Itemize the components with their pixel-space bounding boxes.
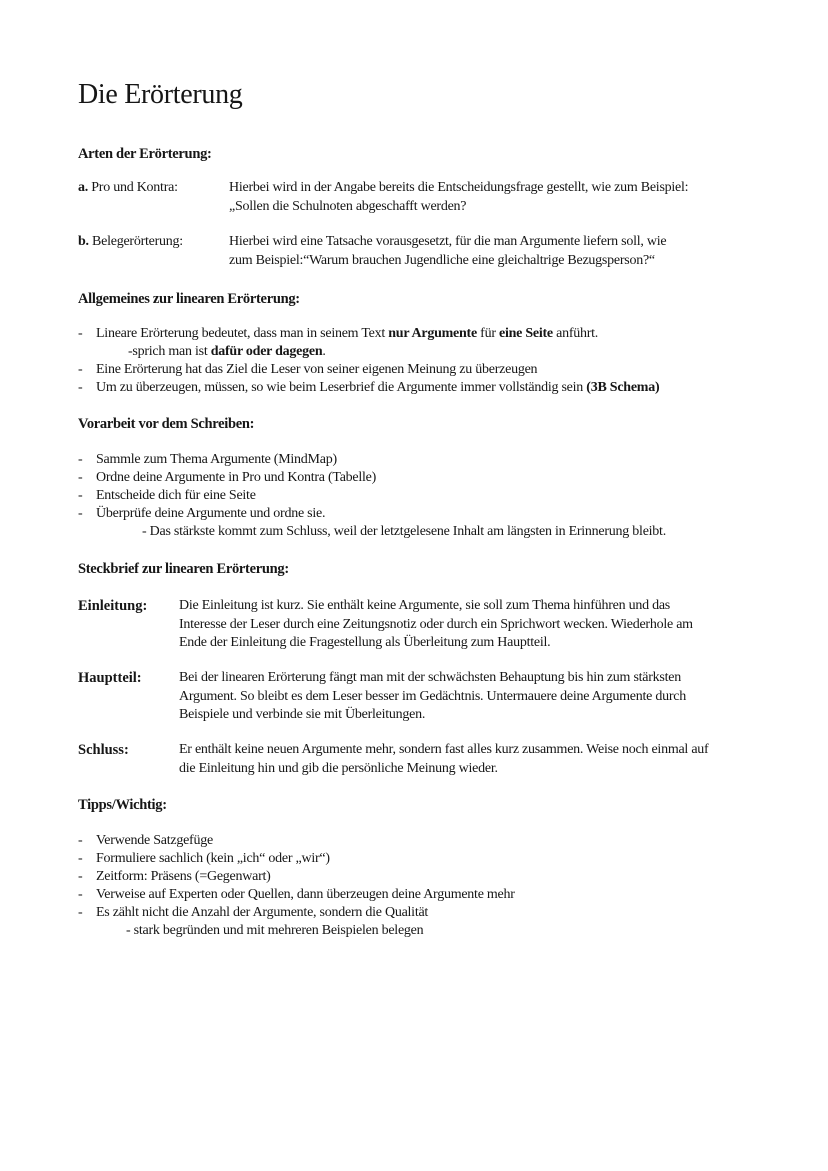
section-heading-allgemeines: Allgemeines zur linearen Erörterung: <box>78 291 300 307</box>
list-item <box>78 487 778 505</box>
list-subitem <box>128 343 326 361</box>
bullet-dash: - <box>78 488 83 503</box>
text-line: Er enthält keine neuen Argumente mehr, sondern fast alles kurz zusammen. Weise noch einmal auf <box>179 742 709 757</box>
list-item <box>78 850 778 868</box>
list-item <box>78 469 778 487</box>
arten-a-label-text: Pro und Kontra: <box>91 180 178 195</box>
list-item-text: Lineare Erörterung bedeutet, dass man in seinem Text <box>96 326 389 341</box>
arten-b-label-text: Belegerörterung: <box>92 234 183 249</box>
arten-a-marker: a. <box>78 180 88 195</box>
bullet-dash: - <box>78 326 83 341</box>
arten-a-label <box>78 179 178 198</box>
list-item-text: für <box>476 326 499 341</box>
bullet-dash: - <box>78 833 83 848</box>
arten-a-line2: „Sollen die Schulnoten abgeschafft werden? <box>229 199 467 214</box>
list-item <box>78 379 778 397</box>
page-title: Die Erörterung <box>78 79 243 110</box>
steckbrief-text-schluss <box>179 741 759 778</box>
list-item <box>78 451 778 469</box>
list-item-bold: nur Argumente <box>388 326 477 341</box>
list-item <box>78 505 778 523</box>
list-item-text: Verweise auf Experten oder Quellen, dann überzeugen deine Argumente mehr <box>96 887 515 902</box>
list-subitem-text: . <box>322 344 326 359</box>
bullet-dash: - <box>78 380 83 395</box>
list-item <box>78 361 778 379</box>
list-item-text: Zeitform: Präsens (=Gegenwart) <box>96 869 271 884</box>
text-line: Bei der linearen Erörterung fängt man mit der schwächsten Behauptung bis hin zum stärksten <box>179 670 681 685</box>
section-heading-vorarbeit: Vorarbeit vor dem Schreiben: <box>78 416 255 432</box>
list-item-text: Entscheide dich für eine Seite <box>96 488 256 503</box>
section-heading-arten: Arten der Erörterung: <box>78 146 212 162</box>
list-item-text: Überprüfe deine Argumente und ordne sie. <box>96 506 326 521</box>
list-item <box>78 325 778 343</box>
list-subitem: - stark begründen und mit mehreren Beispielen belegen <box>126 923 424 938</box>
section-heading-steckbrief: Steckbrief zur linearen Erörterung: <box>78 561 289 577</box>
list-subitem-bold: dafür oder dagegen <box>210 344 323 359</box>
text-line: Argument. So bleibt es dem Leser besser im Gedächtnis. Untermauere deine Argumente durch <box>179 688 686 704</box>
steckbrief-label-hauptteil: Hauptteil: <box>78 670 142 686</box>
bullet-dash: - <box>78 887 83 902</box>
list-item-text: Ordne deine Argumente in Pro und Kontra (Tabelle) <box>96 470 377 485</box>
bullet-dash: - <box>78 362 83 377</box>
list-item-bold: eine Seite <box>499 326 553 341</box>
text-line: Interesse der Leser durch eine Zeitungsnotiz oder durch ein Sprichwort wecken. Wiederhole am <box>179 616 693 632</box>
steckbrief-text-einleitung <box>179 597 759 653</box>
list-item <box>78 868 778 886</box>
bullet-dash: - <box>78 869 83 884</box>
list-item-text: Verwende Satzgefüge <box>96 833 213 848</box>
arten-b-marker: b. <box>78 234 89 249</box>
list-subitem-text: -sprich man ist <box>128 344 211 359</box>
arten-b-line1: Hierbei wird eine Tatsache vorausgesetzt, für die man Argumente liefern soll, wie <box>229 234 667 249</box>
text-line: die Einleitung hin und gib die persönliche Meinung wieder. <box>179 760 498 776</box>
bullet-dash: - <box>78 506 83 521</box>
list-item-text: anführt. <box>552 326 599 341</box>
arten-b-line2: zum Beispiel:“Warum brauchen Jugendliche eine gleichaltrige Bezugsperson?“ <box>229 253 655 268</box>
list-item-text: Es zählt nicht die Anzahl der Argumente, sondern die Qualität <box>96 905 429 920</box>
list-item <box>78 904 778 922</box>
list-item-text: Um zu überzeugen, müssen, so wie beim Leserbrief die Argumente immer vollständig sein <box>96 380 587 395</box>
text-line: Ende der Einleitung die Fragestellung als Überleitung zum Hauptteil. <box>179 635 551 650</box>
steckbrief-label-schluss: Schluss: <box>78 742 129 758</box>
bullet-dash: - <box>78 470 83 485</box>
text-line: Beispiele und verbinde sie mit Überleitungen. <box>179 707 426 722</box>
section-heading-tipps: Tipps/Wichtig: <box>78 797 167 813</box>
list-item-text: Eine Erörterung hat das Ziel die Leser von seiner eigenen Meinung zu überzeugen <box>96 362 538 377</box>
list-item <box>78 832 778 850</box>
arten-b-label <box>78 233 183 252</box>
bullet-dash: - <box>78 905 83 920</box>
steckbrief-text-hauptteil <box>179 669 759 725</box>
bullet-dash: - <box>78 452 83 467</box>
steckbrief-label-einleitung: Einleitung: <box>78 598 148 614</box>
arten-a-line1: Hierbei wird in der Angabe bereits die Entscheidungsfrage gestellt, wie zum Beispiel: <box>229 180 689 195</box>
list-item-text: Formuliere sachlich (kein „ich“ oder „wir“) <box>96 851 330 866</box>
list-item <box>78 886 778 904</box>
list-item-bold: (3B Schema) <box>586 380 660 395</box>
list-item-text: Sammle zum Thema Argumente (MindMap) <box>96 452 337 467</box>
list-subitem: - Das stärkste kommt zum Schluss, weil der letztgelesene Inhalt am längsten in Erinnerung bleibt. <box>142 524 666 539</box>
bullet-dash: - <box>78 851 83 866</box>
text-line: Die Einleitung ist kurz. Sie enthält keine Argumente, sie soll zum Thema hinführen und das <box>179 598 670 613</box>
